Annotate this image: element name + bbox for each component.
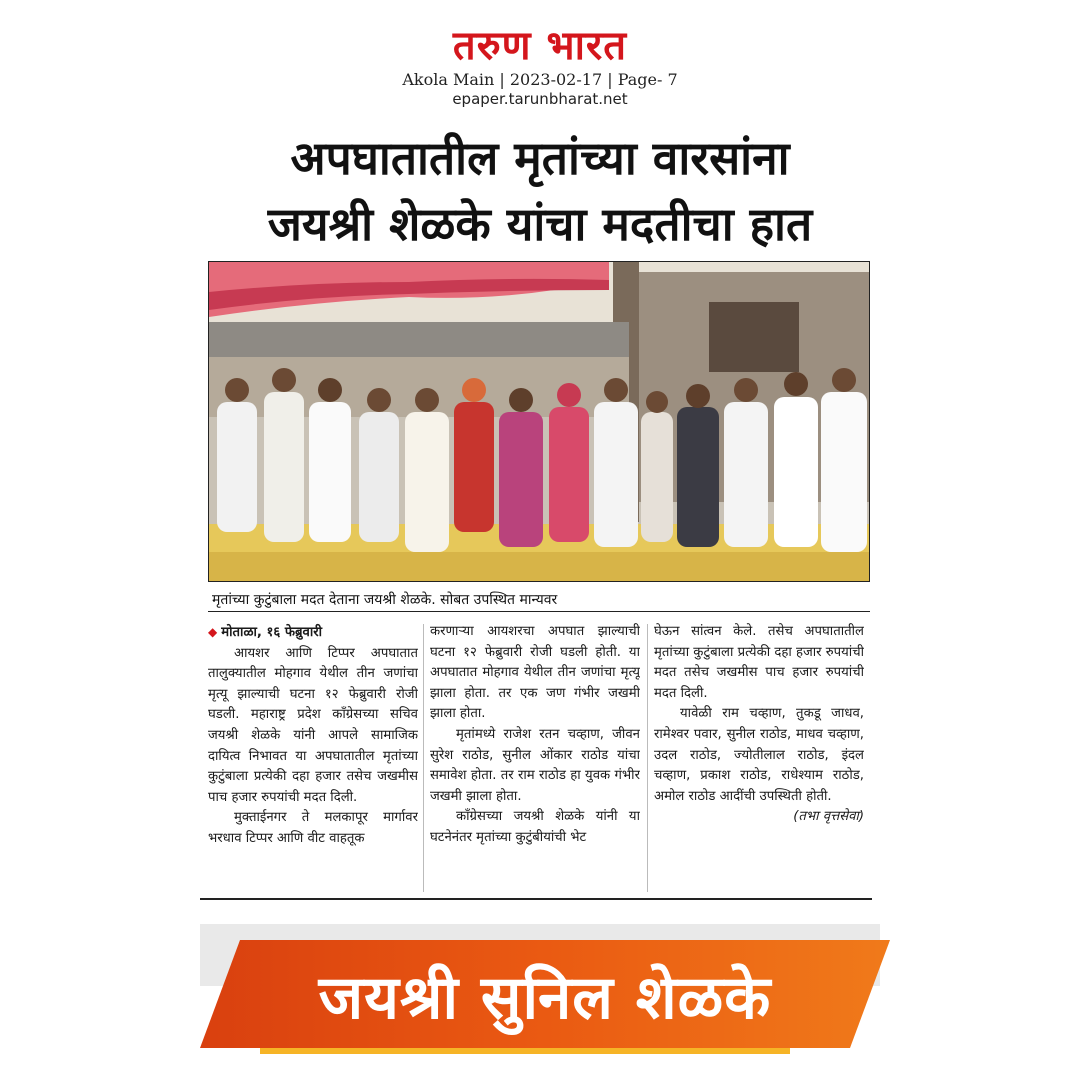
paragraph: आयशर आणि टिप्पर अपघातात तालुक्यातील मोहगाव येथील तीन जणांचा मृत्यू झाल्याची घटना १२ फेब्रुवारी रोजी घडली. महाराष्ट्र प्रदेश काँग्रेसच्या सचिव जयश्री शेळके यांनी आपले सामाजिक दायित्व निभावत या अपघातातील मृतांच्या कुटुंबाला प्रत्येकी दहा हजार तसेच जखमीस पाच हजार रुपयांची मदत दिली. (208, 645, 418, 805)
edition-line: Akola Main | 2023-02-17 | Page- 7 (402, 70, 678, 89)
logo-text: तरुण भारत (452, 23, 628, 69)
article-column-1 (208, 622, 418, 894)
site-url: epaper.tarunbharat.net (452, 90, 628, 108)
newspaper-logo (453, 24, 627, 68)
article-column-3 (654, 622, 864, 894)
news-photo (208, 261, 870, 582)
column-rule (647, 624, 648, 892)
paragraph: घेऊन सांत्वन केले. तसेच अपघातातील मृतांच्या कुटुंबाला प्रत्येकी दहा हजार रुपयांची मदत तसेच जखमीस पाच हजार रुपयांची मदत दिली. (654, 624, 864, 701)
column-rule (423, 624, 424, 892)
article-body (200, 622, 872, 900)
group-photo-illustration (209, 262, 870, 582)
paragraph-text: यावेळी राम चव्हाण, तुकडू जाधव, रामेश्वर पवार, सुनील राठोड, माधव चव्हाण, उदल राठोड, ज्योतीलाल राठोड, इंदल चव्हाण, प्रकाश राठोड, राधेश्याम राठोड, अमोल राठोड आदींची उपस्थिती होती. (654, 706, 864, 804)
paragraph (654, 704, 864, 825)
diamond-bullet-icon: ◆ (208, 625, 218, 639)
signoff: (तभा वृत्तसेवा) (793, 809, 864, 825)
headline-line-1: अपघातातील मृतांच्या वारसांना (290, 131, 790, 185)
banner-name-text: जयश्री सुनिल शेळके (318, 963, 772, 1033)
paragraph: मृतांमध्ये राजेश रतन चव्हाण, जीवन सुरेश राठोड, सुनील ओंकार राठोड यांचा समावेश होता. तर राम राठोड हा युवक गंभीर जखमी झाला होता. (430, 726, 640, 804)
paragraph: काँग्रेसच्या जयश्री शेळके यांनी या घटनेनंतर मृतांच्या कुटुंबीयांची भेट (430, 809, 640, 845)
photo-caption: मृतांच्या कुटुंबाला मदत देताना जयश्री शेळके. सोबत उपस्थित मान्यवर (208, 588, 870, 612)
dateline: मोताळा, १६ फेब्रुवारी (221, 625, 323, 640)
masthead (0, 24, 1080, 108)
name-banner (200, 940, 890, 1054)
article-column-2 (430, 622, 640, 894)
headline-line-2: जयश्री शेळके यांचा मदतीचा हात (267, 197, 813, 251)
paragraph: मुक्ताईनगर ते मलकापूर मार्गावर भरधाव टिप्पर आणि वीट वाहतूक (208, 810, 418, 846)
paragraph: करणाऱ्या आयशरचा अपघात झाल्याची घटना १२ फेब्रुवारी रोजी घडली होती. या अपघातात मोहगाव येथील तीन जणांचा मृत्यू झाला होता. तर एक जण गंभीर जखमी झाला होता. (430, 624, 640, 722)
